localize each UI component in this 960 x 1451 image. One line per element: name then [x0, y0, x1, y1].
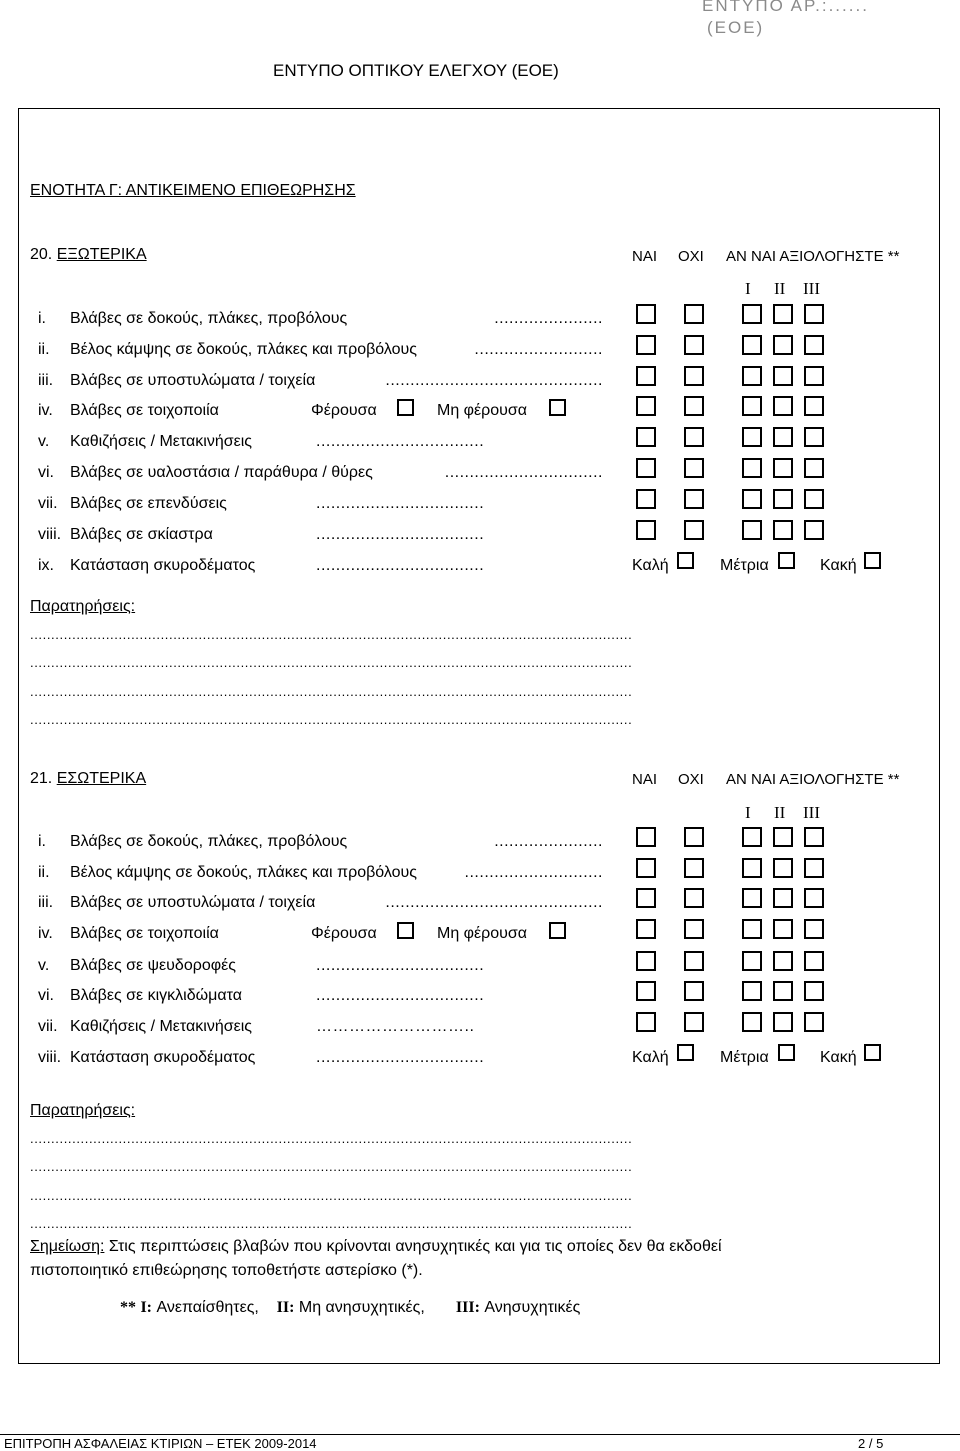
- col-ifyes-header-21: ΑΝ ΝΑΙ ΑΞΙΟΛΟΓΗΣΤΕ **: [726, 771, 900, 788]
- interior-item-4-grade-i-checkbox[interactable]: [742, 919, 762, 939]
- footer-divider: [0, 1434, 960, 1435]
- exterior-item-8-yes-checkbox[interactable]: [636, 520, 656, 540]
- interior-item-5-grade-i-checkbox[interactable]: [742, 951, 762, 971]
- interior-item-7-dots: ………………………..: [316, 1018, 475, 1035]
- page-title: ΕΝΤΥΠΟ ΟΠΤΙΚΟΥ ΕΛΕΓΧΟΥ (ΕΟΕ): [273, 61, 559, 80]
- exterior-item-5-dots: ..................................: [316, 433, 485, 450]
- exterior-item-1-yes-checkbox[interactable]: [636, 304, 656, 324]
- interior-item-1-grade-iii-checkbox[interactable]: [804, 827, 824, 847]
- exterior-item-4-grade-iii-checkbox[interactable]: [804, 396, 824, 416]
- exterior-item-9-medium-checkbox[interactable]: [778, 552, 795, 569]
- interior-item-8-bad-label: Κακή: [820, 1049, 857, 1066]
- interior-item-2-label: Βέλος κάμψης σε δοκούς, πλάκες και προβόλους: [70, 864, 418, 881]
- footer-organization: ΕΠΙΤΡΟΠΗ ΑΣΦΑΛΕΙΑΣ ΚΤΙΡΙΩΝ – ΕΤΕΚ 2009-2014: [4, 1436, 317, 1451]
- exterior-item-6-number: vi.: [38, 464, 54, 481]
- exterior-item-1-grade-i-checkbox[interactable]: [742, 304, 762, 324]
- legend-ii-text: Μη ανησυχητικές,: [294, 1299, 425, 1316]
- exterior-item-9-bad-label: Κακή: [820, 557, 857, 574]
- interior-item-5-grade-ii-checkbox[interactable]: [773, 951, 793, 971]
- section-20-number: 20.: [30, 246, 53, 263]
- exterior-item-1-dots: ......................: [494, 310, 603, 327]
- section-20-title: ΕΞΩΤΕΡΙΚΑ: [56, 246, 147, 263]
- grade-i-header-20: I: [745, 279, 751, 298]
- exterior-item-6-grade-i-checkbox[interactable]: [742, 458, 762, 478]
- legend-iii: III:: [455, 1299, 480, 1316]
- exterior-item-3-grade-i-checkbox[interactable]: [742, 366, 762, 386]
- exterior-item-6-no-checkbox[interactable]: [684, 458, 704, 478]
- exterior-item-7-label: Βλάβες σε επενδύσεις: [70, 495, 227, 512]
- col-no-header-20: ΟΧΙ: [678, 248, 704, 265]
- exterior-item-9-medium-label: Μέτρια: [720, 557, 769, 574]
- exterior-item-6-grade-ii-checkbox[interactable]: [773, 458, 793, 478]
- grade-ii-header-21: II: [774, 803, 786, 822]
- exterior-item-4-nonbearing-checkbox[interactable]: [549, 399, 566, 416]
- exterior-item-4-bearing-label: Φέρουσα: [311, 402, 377, 419]
- interior-item-3-dots: ............................................: [385, 894, 603, 911]
- exterior-item-3-label: Βλάβες σε υποστυλώματα / τοιχεία: [70, 372, 316, 389]
- interior-item-1-grade-i-checkbox[interactable]: [742, 827, 762, 847]
- interior-item-2-number: ii.: [38, 864, 50, 881]
- note-text-1: Στις περιπτώσεις βλαβών που κρίνονται ανησυχητικές και για τις οποίες δεν θα εκδοθεί: [104, 1238, 722, 1255]
- interior-item-8-medium-checkbox[interactable]: [778, 1044, 795, 1061]
- exterior-item-2-dots: ..........................: [474, 341, 603, 358]
- exterior-item-2-grade-ii-checkbox[interactable]: [773, 335, 793, 355]
- note-line-2: πιστοποιητικό επιθεώρησης τοποθετήστε αστερίσκο (*).: [30, 1262, 423, 1279]
- interior-item-7-grade-iii-checkbox[interactable]: [804, 1012, 824, 1032]
- interior-item-2-dots: ............................: [464, 864, 603, 881]
- interior-item-2-grade-iii-checkbox[interactable]: [804, 858, 824, 878]
- interior-item-6-number: vi.: [38, 987, 54, 1004]
- remarks-label-21: Παρατηρήσεις:: [30, 1102, 136, 1119]
- interior-item-6-label: Βλάβες σε κιγκλιδώματα: [70, 987, 242, 1004]
- exterior-item-1-grade-ii-checkbox[interactable]: [773, 304, 793, 324]
- exterior-item-7-no-checkbox[interactable]: [684, 489, 704, 509]
- exterior-item-2-no-checkbox[interactable]: [684, 335, 704, 355]
- interior-item-7-grade-ii-checkbox[interactable]: [773, 1012, 793, 1032]
- exterior-item-5-grade-iii-checkbox[interactable]: [804, 427, 824, 447]
- exterior-item-3-yes-checkbox[interactable]: [636, 366, 656, 386]
- exterior-item-1-label: Βλάβες σε δοκούς, πλάκες, προβόλους: [70, 310, 348, 327]
- section-21-heading: [30, 770, 146, 788]
- remarks-line-20-4[interactable]: ...............................................................................................................................................: [30, 712, 633, 727]
- remarks-line-20-2[interactable]: ...............................................................................................................................................: [30, 655, 633, 670]
- section-20-heading: [30, 246, 147, 264]
- interior-item-2-yes-checkbox[interactable]: [636, 858, 656, 878]
- remarks-line-20-1[interactable]: ...............................................................................................................................................: [30, 627, 633, 642]
- grade-ii-header-20: II: [774, 279, 786, 298]
- legend-ii: II:: [276, 1299, 295, 1316]
- exterior-item-2-grade-iii-checkbox[interactable]: [804, 335, 824, 355]
- interior-item-2-grade-i-checkbox[interactable]: [742, 858, 762, 878]
- exterior-item-9-good-label: Καλή: [632, 557, 669, 574]
- interior-item-7-no-checkbox[interactable]: [684, 1012, 704, 1032]
- interior-item-4-no-checkbox[interactable]: [684, 919, 704, 939]
- remarks-label-20: Παρατηρήσεις:: [30, 598, 136, 615]
- legend-i-text: Ανεπαίσθητες,: [152, 1299, 259, 1316]
- exterior-item-9-good-checkbox[interactable]: [677, 552, 694, 569]
- exterior-item-9-label: Κατάσταση σκυροδέματος: [70, 557, 256, 574]
- exterior-item-7-number: vii.: [38, 495, 58, 512]
- exterior-item-4-grade-ii-checkbox[interactable]: [773, 396, 793, 416]
- interior-item-6-dots: ..................................: [316, 987, 485, 1004]
- exterior-item-2-yes-checkbox[interactable]: [636, 335, 656, 355]
- page-number: 2 / 5: [858, 1436, 884, 1451]
- interior-item-4-grade-ii-checkbox[interactable]: [773, 919, 793, 939]
- interior-item-1-grade-ii-checkbox[interactable]: [773, 827, 793, 847]
- interior-item-4-bearing-label: Φέρουσα: [311, 925, 377, 942]
- exterior-item-6-grade-iii-checkbox[interactable]: [804, 458, 824, 478]
- exterior-item-2-number: ii.: [38, 341, 50, 358]
- exterior-item-4-nonbearing-label: Μη φέρουσα: [437, 402, 528, 419]
- exterior-item-3-grade-ii-checkbox[interactable]: [773, 366, 793, 386]
- interior-item-1-yes-checkbox[interactable]: [636, 827, 656, 847]
- interior-item-8-bad-checkbox[interactable]: [864, 1044, 881, 1061]
- form-code-label: (ΕΟΕ): [707, 18, 765, 37]
- interior-item-4-label: Βλάβες σε τοιχοποιία: [70, 925, 219, 942]
- interior-item-7-yes-checkbox[interactable]: [636, 1012, 656, 1032]
- exterior-item-1-grade-iii-checkbox[interactable]: [804, 304, 824, 324]
- exterior-item-4-yes-checkbox[interactable]: [636, 396, 656, 416]
- exterior-item-7-grade-i-checkbox[interactable]: [742, 489, 762, 509]
- exterior-item-9-bad-checkbox[interactable]: [864, 552, 881, 569]
- col-yes-header-21: ΝΑΙ: [632, 771, 658, 788]
- exterior-item-1-number: i.: [38, 310, 46, 327]
- exterior-item-2-label: Βέλος κάμψης σε δοκούς, πλάκες και προβόλους: [70, 341, 418, 358]
- interior-item-4-grade-iii-checkbox[interactable]: [804, 919, 824, 939]
- note-label: Σημείωση:: [30, 1238, 105, 1255]
- exterior-item-4-bearing-checkbox[interactable]: [397, 399, 414, 416]
- legend-stars: **: [120, 1299, 136, 1316]
- grade-iii-header-20: III: [803, 279, 820, 298]
- interior-item-3-grade-i-checkbox[interactable]: [742, 888, 762, 908]
- exterior-item-8-grade-ii-checkbox[interactable]: [773, 520, 793, 540]
- exterior-item-6-dots: ................................: [444, 464, 603, 481]
- interior-item-6-grade-ii-checkbox[interactable]: [773, 981, 793, 1001]
- interior-item-3-grade-iii-checkbox[interactable]: [804, 888, 824, 908]
- exterior-item-9-number: ix.: [38, 557, 54, 574]
- exterior-item-9-dots: ..................................: [316, 557, 485, 574]
- exterior-item-7-yes-checkbox[interactable]: [636, 489, 656, 509]
- interior-item-6-grade-i-checkbox[interactable]: [742, 981, 762, 1001]
- exterior-item-5-yes-checkbox[interactable]: [636, 427, 656, 447]
- col-yes-header-20: ΝΑΙ: [632, 248, 658, 265]
- legend-iii-text: Ανησυχητικές: [479, 1299, 581, 1316]
- interior-item-3-grade-ii-checkbox[interactable]: [773, 888, 793, 908]
- interior-item-4-number: iv.: [38, 925, 53, 942]
- interior-item-8-label: Κατάσταση σκυροδέματος: [70, 1049, 256, 1066]
- remarks-line-21-3[interactable]: ...............................................................................................................................................: [30, 1188, 633, 1203]
- interior-item-5-no-checkbox[interactable]: [684, 951, 704, 971]
- exterior-item-3-number: iii.: [38, 372, 54, 389]
- grade-i-header-21: I: [745, 803, 751, 822]
- interior-item-5-grade-iii-checkbox[interactable]: [804, 951, 824, 971]
- interior-item-3-yes-checkbox[interactable]: [636, 888, 656, 908]
- interior-item-1-dots: ......................: [494, 833, 603, 850]
- interior-item-8-number: viii.: [38, 1049, 62, 1066]
- grade-iii-header-21: III: [803, 803, 820, 822]
- interior-item-8-good-checkbox[interactable]: [677, 1044, 694, 1061]
- interior-item-7-label: Καθιζήσεις / Μετακινήσεις: [70, 1018, 252, 1035]
- exterior-item-7-dots: ..................................: [316, 495, 485, 512]
- interior-item-5-number: v.: [38, 957, 50, 974]
- exterior-item-5-grade-i-checkbox[interactable]: [742, 427, 762, 447]
- unit-heading: ΕΝΟΤΗΤΑ Γ: ΑΝΤΙΚΕΙΜΕΝΟ ΕΠΙΘΕΩΡΗΣΗΣ: [30, 182, 356, 199]
- exterior-item-8-number: viii.: [38, 526, 62, 543]
- interior-item-1-label: Βλάβες σε δοκούς, πλάκες, προβόλους: [70, 833, 348, 850]
- exterior-item-5-grade-ii-checkbox[interactable]: [773, 427, 793, 447]
- exterior-item-4-label: Βλάβες σε τοιχοποιία: [70, 402, 219, 419]
- interior-item-1-number: i.: [38, 833, 46, 850]
- exterior-item-5-number: v.: [38, 433, 50, 450]
- exterior-item-6-yes-checkbox[interactable]: [636, 458, 656, 478]
- interior-item-6-grade-iii-checkbox[interactable]: [804, 981, 824, 1001]
- interior-item-5-label: Βλάβες σε ψευδοροφές: [70, 957, 236, 974]
- exterior-item-4-number: iv.: [38, 402, 53, 419]
- interior-item-5-dots: ..................................: [316, 957, 485, 974]
- remarks-line-21-1[interactable]: ...............................................................................................................................................: [30, 1131, 633, 1146]
- remarks-line-21-2[interactable]: ...............................................................................................................................................: [30, 1159, 633, 1174]
- interior-item-3-label: Βλάβες σε υποστυλώματα / τοιχεία: [70, 894, 316, 911]
- interior-item-4-nonbearing-checkbox[interactable]: [549, 922, 566, 939]
- exterior-item-7-grade-iii-checkbox[interactable]: [804, 489, 824, 509]
- exterior-item-3-no-checkbox[interactable]: [684, 366, 704, 386]
- interior-item-3-no-checkbox[interactable]: [684, 888, 704, 908]
- interior-item-4-bearing-checkbox[interactable]: [397, 922, 414, 939]
- interior-item-3-number: iii.: [38, 894, 54, 911]
- interior-item-4-nonbearing-label: Μη φέρουσα: [437, 925, 528, 942]
- col-ifyes-header-20: ΑΝ ΝΑΙ ΑΞΙΟΛΟΓΗΣΤΕ **: [726, 248, 900, 265]
- interior-item-2-no-checkbox[interactable]: [684, 858, 704, 878]
- interior-item-7-grade-i-checkbox[interactable]: [742, 1012, 762, 1032]
- interior-item-8-good-label: Καλή: [632, 1049, 669, 1066]
- exterior-item-8-no-checkbox[interactable]: [684, 520, 704, 540]
- exterior-item-8-grade-i-checkbox[interactable]: [742, 520, 762, 540]
- form-number-label: ΕΝΤΥΠΟ ΑΡ.:......: [702, 0, 869, 15]
- exterior-item-8-label: Βλάβες σε σκίαστρα: [70, 526, 213, 543]
- grade-legend: [120, 1299, 580, 1317]
- exterior-item-1-no-checkbox[interactable]: [684, 304, 704, 324]
- section-21-title: ΕΣΩΤΕΡΙΚΑ: [56, 770, 147, 787]
- interior-item-7-number: vii.: [38, 1018, 58, 1035]
- exterior-item-2-grade-i-checkbox[interactable]: [742, 335, 762, 355]
- exterior-item-8-grade-iii-checkbox[interactable]: [804, 520, 824, 540]
- interior-item-1-no-checkbox[interactable]: [684, 827, 704, 847]
- interior-item-6-no-checkbox[interactable]: [684, 981, 704, 1001]
- interior-item-5-yes-checkbox[interactable]: [636, 951, 656, 971]
- exterior-item-4-grade-i-checkbox[interactable]: [742, 396, 762, 416]
- exterior-item-3-grade-iii-checkbox[interactable]: [804, 366, 824, 386]
- exterior-item-5-label: Καθιζήσεις / Μετακινήσεις: [70, 433, 252, 450]
- exterior-item-6-label: Βλάβες σε υαλοστάσια / παράθυρα / θύρες: [70, 464, 373, 481]
- interior-item-2-grade-ii-checkbox[interactable]: [773, 858, 793, 878]
- form-frame: [18, 108, 940, 1364]
- exterior-item-4-no-checkbox[interactable]: [684, 396, 704, 416]
- remarks-line-20-3[interactable]: ...............................................................................................................................................: [30, 684, 633, 699]
- legend-i: I:: [140, 1299, 153, 1316]
- interior-item-8-dots: ..................................: [316, 1049, 485, 1066]
- interior-item-4-yes-checkbox[interactable]: [636, 919, 656, 939]
- note-line-1: [30, 1238, 722, 1256]
- exterior-item-3-dots: ............................................: [385, 372, 603, 389]
- col-no-header-21: ΟΧΙ: [678, 771, 704, 788]
- exterior-item-5-no-checkbox[interactable]: [684, 427, 704, 447]
- exterior-item-7-grade-ii-checkbox[interactable]: [773, 489, 793, 509]
- interior-item-8-medium-label: Μέτρια: [720, 1049, 769, 1066]
- interior-item-6-yes-checkbox[interactable]: [636, 981, 656, 1001]
- section-21-number: 21.: [30, 770, 53, 787]
- remarks-line-21-4[interactable]: ...............................................................................................................................................: [30, 1216, 633, 1231]
- exterior-item-8-dots: ..................................: [316, 526, 485, 543]
